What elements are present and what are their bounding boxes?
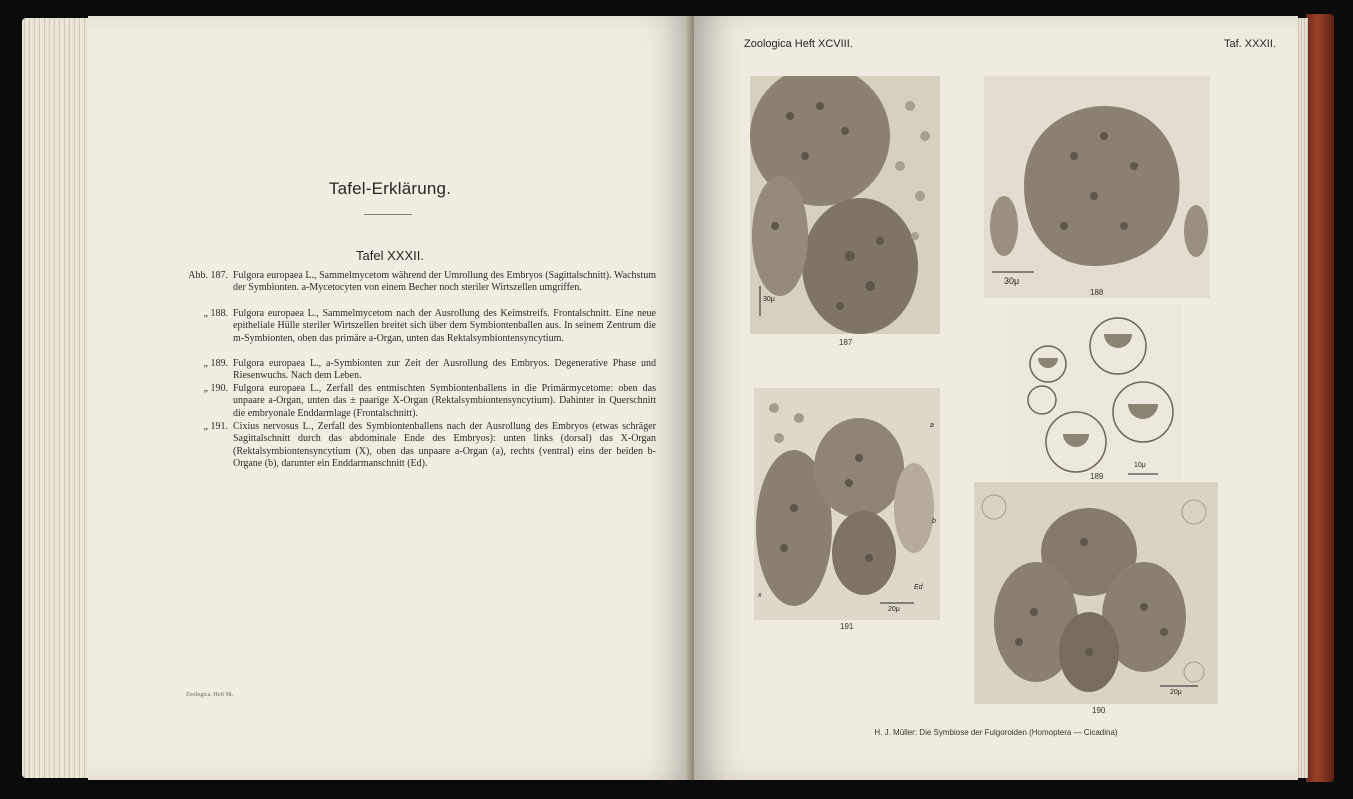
figure-189-micrograph bbox=[1008, 304, 1182, 480]
title-rule bbox=[364, 214, 412, 215]
entry-number: Abb. 187. bbox=[188, 270, 228, 281]
entry-text: Cixius nervosus L., Zerfall des Symbiontenballens nach der Ausrollung des Embryos (etwas schräger Sagittalschnitt durch das abdominale Ende des Embryos): unten links (dorsal) das X-Organ (Rektalsymbiontensyncytium (X), oben das unpaare a-Organ (a), rechts (ventral) eins der beiden b-Organe (b), darunter ein Enddarmanschnitt (Ed). bbox=[233, 421, 656, 470]
right-page bbox=[694, 16, 1298, 780]
entry-text: Fulgora europaea L., Sammelmycetom während der Umrollung des Embryos (Sagittalschnitt). Wachstum der Symbionten. a-Mycetocyten von einem Becher noch steriler Wirtszellen umgriffen. bbox=[233, 270, 656, 294]
figure-188-micrograph bbox=[984, 76, 1210, 298]
page-footnote: Zoologica. Heft 98. bbox=[186, 692, 233, 698]
figure-191-mark-x: x bbox=[758, 592, 762, 599]
entry-text: Fulgora europaea L., Zerfall des entmischten Symbiontenballens in die Primärmycetome: oben das unpaare a-Organ, unten das ± paarige X-Organ (Rektalsymbiontensyncytium). Dahinter in Querschnitt die embryonale Enddarmlage (Frontalschnitt). bbox=[233, 383, 656, 419]
figure-187-micrograph bbox=[750, 76, 940, 334]
figure-191-scale: 20μ bbox=[888, 606, 900, 613]
figure-187-scale: 30μ bbox=[763, 296, 775, 303]
legend-entry bbox=[176, 421, 656, 471]
figure-190-scale: 20μ bbox=[1170, 689, 1182, 696]
book-page-edges-left bbox=[22, 18, 92, 778]
entry-text: Fulgora europaea L., Sammelmycetom nach der Ausrollung des Keimstreifs. Frontalschnitt. Eine neue epitheliale Hülle steriler Wirtszellen breitet sich über dem Symbiontenballen aus. In seinem Zentrum die m-Symbionten, oben das primäre a-Organ, unten das Rektalsymbiontensyncytium. bbox=[233, 308, 656, 344]
legend-entry bbox=[176, 358, 656, 383]
figure-191-mark-a: a bbox=[930, 422, 934, 429]
figure-189-label: 189 bbox=[1090, 472, 1104, 481]
entry-number: „ 188. bbox=[203, 308, 228, 319]
legend-entry bbox=[176, 308, 656, 358]
figure-191-mark-ed: Ed bbox=[914, 584, 923, 591]
figure-190-micrograph bbox=[974, 482, 1218, 704]
page-title: Tafel-Erklärung. bbox=[328, 179, 452, 198]
plate-credit: H. J. Müller: Die Symbiose der Fulgoroiden (Homoptera — Cicadina) bbox=[874, 728, 1118, 737]
left-page bbox=[88, 16, 692, 780]
figure-189-scale: 10μ bbox=[1134, 462, 1146, 469]
entry-number: „ 190. bbox=[203, 383, 228, 394]
entry-text: Fulgora europaea L., a-Symbionten zur Zeit der Ausrollung des Embryos. Degenerative Phase und Riesenwuchs. Nach dem Leben. bbox=[233, 358, 656, 382]
running-header-left: Zoologica Heft XCVIII. bbox=[744, 38, 853, 50]
plate-legend bbox=[176, 270, 656, 471]
book-cover-right bbox=[1306, 14, 1334, 782]
plate-subtitle: Tafel XXXII. bbox=[356, 248, 424, 263]
entry-number: „ 191. bbox=[203, 421, 228, 432]
legend-entry bbox=[176, 383, 656, 421]
entry-number: „ 189. bbox=[203, 358, 228, 369]
figure-191-label: 191 bbox=[840, 622, 854, 631]
figure-191-mark-b: b bbox=[932, 518, 936, 525]
figure-191-micrograph bbox=[754, 388, 940, 620]
legend-entry bbox=[176, 270, 656, 308]
figure-188-scale: 30μ bbox=[1004, 276, 1020, 286]
figure-190-label: 190 bbox=[1092, 706, 1106, 715]
running-header-right: Taf. XXXII. bbox=[1224, 38, 1276, 50]
figure-187-label: 187 bbox=[839, 338, 853, 347]
figure-188-label: 188 bbox=[1090, 288, 1104, 297]
